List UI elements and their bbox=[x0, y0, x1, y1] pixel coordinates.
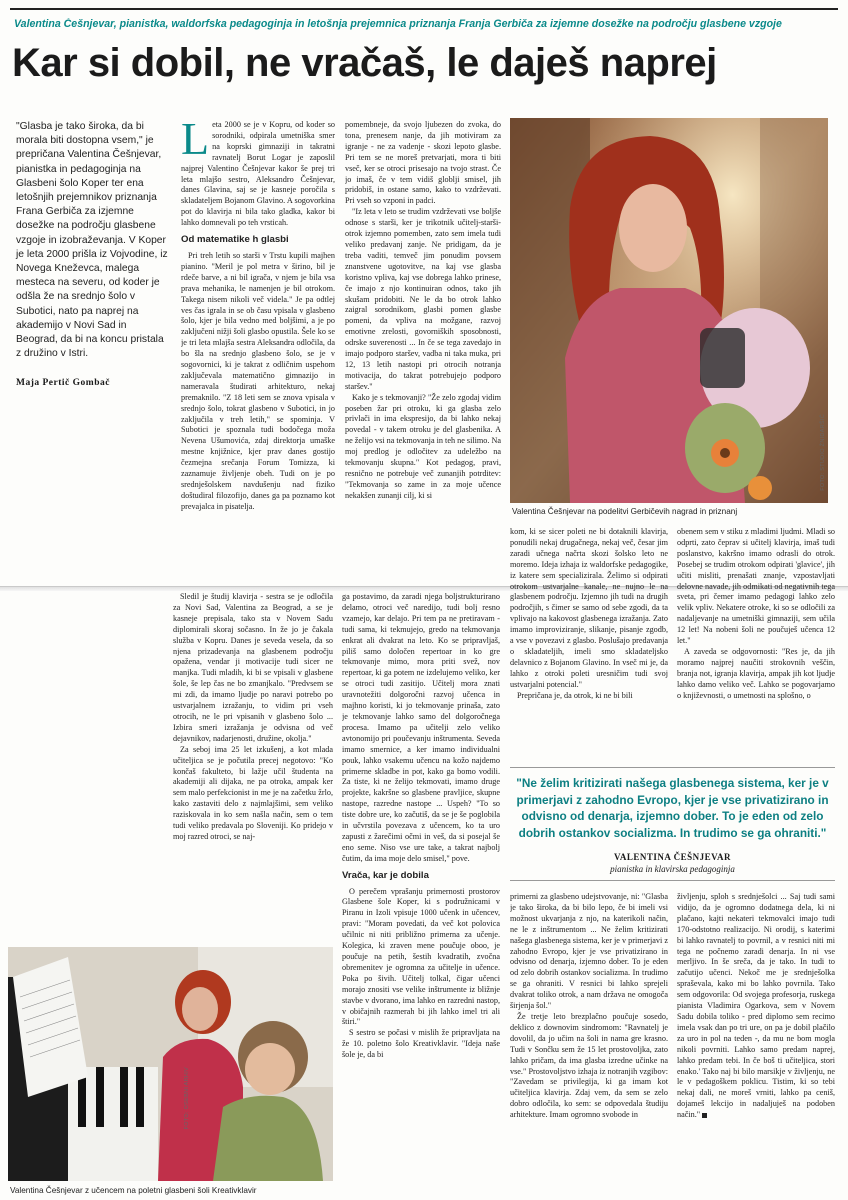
column-3 bbox=[345, 120, 501, 582]
subheading: Od matematike h glasbi bbox=[181, 234, 289, 246]
paragraph: primerni za glasbeno udejstvovanje, ni: "Glasba je tako široka, da bi bilo lepo, če bi imeli vsi možnost ukvarjanja z njo, na katerikoli način, ne le z inštrumentom ... Ne želim kritizirati našega glasbenega sistema, ker je v primerjavi z zahodno Evropo, kjer je vse privatizirano in odvisno od denarja, izjemno dober. To je eden od zelo dobrih ostankov socializma. In trudimo se ga ohraniti. V resnici bi lahko sprejeli dvakrat toliko otrok, a nam država ne omogoča širjenja šol." bbox=[510, 892, 668, 1011]
piano-lesson-illustration bbox=[8, 947, 333, 1181]
top-rule bbox=[10, 8, 838, 10]
column-5 bbox=[342, 592, 500, 1190]
lead-paragraph: "Glasba je tako široka, da bi morala biti dostopna vsem," je prepričana Valentina Češnjevar, pianistka in pedagoginja na Glasbeni šolo Koper ter ena letošnjih prejemnikov priznanja Frana Gerbiča za izjemne dosežke na področju glasbene vzgoje in izobraževanja. V Koper je leta 2000 prišla iz Vojvodine, iz Novega Kneževca, malega mesteca na severu, od koder je odšla že na srednjo šolo v Subotici, nato pa naprej na akademijo v Novi Sad in Beograd, da bi na koncu pristala z družino v Istri. bbox=[16, 121, 168, 360]
paragraph: Že tretje leto brezplačno poučuje sosedo, deklico z downovim sindromom: "Ravnatelj je dovolil, da jo učim na šoli in nama gre krasno. Tudi v Sončku sem že 15 let prostovoljka, zato lahko pričam, da ima glasba izredne učinke na vse." Prostovoljstvo izhaja iz notranjih vzgibov: "Zavedam se privilegija, ki ga imam kot učiteljica klavirja. Zdaj vem, da sem se zelo dobro odločila, ko sem: se odpovedala študiju arhitekture. Imam ogromno svobode in bbox=[510, 1011, 668, 1120]
dropcap: L bbox=[181, 120, 210, 164]
paragraph bbox=[677, 892, 835, 1121]
pullquote: "Ne želim kritizirati našega glasbenega sistema, ker je v primerjavi z zahodno Evropo, kjer je vse privatizirano in odvisno od denarja, izjemno dober. To je eden od zelo dobrih ostankov socializma. In trudimo se ga ohraniti." bbox=[516, 776, 829, 840]
piano-keys bbox=[68, 1067, 158, 1181]
paragraph: S sestro se počasi v mislih že pripravljata na že 10. poletno šolo Kreativklavir. "Ideja naše šole je, da bi bbox=[342, 1028, 500, 1060]
column-7 bbox=[677, 527, 835, 759]
paragraph: Sledil je študij klavirja - sestra se je odločila za Novi Sad, Valentina za Beograd, a se je kasneje prepisala, tako sta v Novem Sadu diplomirali skoraj sočasno. In že jo je čakala služba v Kopru. Danes je seveda vesela, da so njena prizadevanja na glasbenem področju opažena, vendar ji motivacije tudi sicer ne manjka. Tudi mladih, ki bi se vpisali v glasbene šole, še lep čas ne bo zmanjkalo. "Predvsem se mi zdi, da imamo ljudje po naravi potrebo po ustvarjalnem izražanju, to vidim pri vseh otrocih, ne le pri vpisanih v glasbeno šolo ... Izbira smeri izražanja je odvisna od več dejavnikov, nadarjenosti, družine, okolja." bbox=[173, 592, 333, 743]
paragraph: kom, ki se sicer poleti ne bi dotaknili klavirja, ponudili nekaj drugačnega, nekaj več, česar jim zaradi učnega načrta skozi šolsko leto ne moremo. Ideja izhaja iz waldorfske pedagogike, iz katere sem specializirala. Želimo si odpirati otrokom ustvarjalne kanale, ne nujno le na glasbenem področju. Izjemno jih tudi na drugih področjih, s čimer se samo od sebe zgodi, da ta vplivajo na kakovost glasbenega izražanja. Zato imamo improviziranje, slikanje, pisanje zgodb, a vse v povezavi z glasbo. Poslušajo predavanja o skladateljih, imeli smo skladateljsko delavnico z Bojanom Glavino. In vseč mi je, da lahko z otroki poleti uresničim tudi svoj ustvarjalni potencial." bbox=[510, 527, 668, 689]
paragraph: Za seboj ima 25 let izkušenj, a kot mlada učiteljica se je počutila precej negotovo: "Ko končaš fakulteto, bi lažje učil študenta na akademiji ali dijaka, ne pa otroka, ampak ker sem malo perfekcionist in me je na začetku žrlo, kako zastaviti delo z najmlajšimi, sem veliko raziskovala in ko sem našla način, sem o tem tudi veliko predavala po Sloveniji. Ko pridejo v moj razred otroci, se naj- bbox=[173, 744, 333, 841]
paragraph: Kako je s tekmovanji? "Že zelo zgodaj vidim poseben žar pri otroku, ki ga glasba zelo privlači in ima ekspresijo, da bi lahko nekaj povedal - v takem otroku je del glasbenika. A ne želijo vsi na tekmovanja in teh ne silimo. Na moj predlog je odločitev za udeležbo na tekmovanju skupna." Kot pedagog, pravi, resnično ne potrebuje več zunanjih potrditev: "Tekmovanja so zame in za moje učence nekakšen zunanji cilj, ki si bbox=[345, 392, 501, 500]
paragraph: O perečem vprašanju primernosti prostorov Glasbene šole Koper, ki s podružnicami v Piranu in Izoli vpisuje 1000 učenk in učencev, pravi: "Moram povedati, da več kot polovica učilnic ni niti približno primerna za učenje. Kolegica, ki zraven mene poučuje oboo, je poučuje na petih, šestih kvadratih, zvočna obremenitev je ogromna za učitelje in učence. Poka po šivih. Učitelj tolkal, čigar učenci morajo znositi vse velike inštrumente iz bližnje stavbe v dvorano, ima lahko en razredni nastop, v običajnih razmerah bi jih lahko imel tri ali štiri." bbox=[342, 886, 500, 1027]
paragraph: ga postavimo, da zaradi njega boljstrukturirano delamo, otroci več naredijo, tudi bolj resno vzamejo, kar delajo. Pri tem pa ne pretiravam - tudi sama, ki tekmujejo, gredo na tekmovanja enkrat ali dvakrat na leto. Ko se pripravljaš, piliš samo določen repertoar in ko gre tekmovanje mimo, mora priti svež, nov repertoar, ki ga potem ne izdelujemo veliko, ker se otroci tudi zasitijo. Učitelj mora znati uravnotežiti dolgoročni razvoj učenca in majhno koristi, ki jo tekmovanje prinaša, zato je tekmovanje lahko samo del dolgoročnega procesa. Imamo pa učitelji zelo veliko avtonomijo pri poučevanju inštrumenta. Seveda imamo smernice, a ker imamo individualni pouk, lahko vsakemu učencu na kožo najdemo primerne skladbe in pot, kako ga bomo vodili. Za tiste, ki ne želijo tekmovati, imamo druge projekte, kakršne so glasbene pravljice, skupne nastope, razredne nastope ... Uspeh? "To so tiste dobre ure, ko začutiš, da se je še poglobila in učvrstila povezava z učencem, ko ta uro zapusti z žarečimi očmi in veš, da si posejal še eno seme. Niso vse ure take, a takrat najbolj čutim, da ima moje delo smisel," pove. bbox=[342, 592, 500, 863]
paragraph bbox=[181, 120, 335, 229]
paragraph-text: eta 2000 se je v Kopru, od koder so sorodniki, odpirala umetniška smer na koprski gimnaziji in takratni ravnatelj Borut Logar je zaposlil najprej Valentino Češnjevar kakor še prej tri leta mlajšo sestro, Aleksandro Češnjevar, danes Glavina, saj se je kasneje poročila s skladateljem Bojanom Glavino. A sogovorkina pot do klavirja ni bila tako gladka, kakor bi lahko domnevali po teh vrsticah. bbox=[181, 120, 335, 228]
paragraph: obenem sem v stiku z mladimi ljudmi. Mladi so odprti, zato čeprav si učitelj klavirja, imaš tudi poslanstvo, kakršno imamo odrasli do otrok. Posebej se trudim otrokom odpirati 'glavice', jih učiti misliti, prenašati znanje, vzpostavljati delovne navade, jih odmikati od negativnih tega sveta, pri čemer imamo pedagogi lahko zelo velik vpliv. Nekatere otroke, ki so se odločili za nadaljevanje na umetniški gimnaziji, sem učila 12 let! Na nobeni šoli ne poučuješ učenca 12 let." bbox=[677, 527, 835, 646]
paragraph: "Iz leta v leto se trudim vzdrževati vse boljše odnose s starši, ker je trikotnik učitelj-starši-otrok izjemno pomemben, zato sem imela tudi veliko predavanj zanje. Ne pridigam, da je treba vaditi, temveč jim ponudim povsem znanstvene ugotovitve, na kaj vse glasba koristno vpliva, kaj vse dobrega lahko prinese, če imajo z njo kontinuiran odnos, tako jih skušam pridobiti. Ne le da bo otrok lahko zaigral sorodnikom, glasbi pomen glasbe pomeni, da vpliva na možgane, razvoj emotivne zrelosti, govorniških sposobnosti, odrske suverenosti ... In če se tega zavedajo in imajo podporo staršev, vadba ni taka muka, pri 12, 13 letih nastopi pri otrocih notranja motivacija, do takrat potrebujejo podporo staršev." bbox=[345, 207, 501, 391]
piano-lesson-photo bbox=[8, 947, 333, 1181]
column-8 bbox=[510, 892, 668, 1192]
pullquote-role: pianistka in klavirska pedagoginja bbox=[610, 864, 735, 874]
portrait-illustration bbox=[510, 118, 828, 503]
photo-credit: FOTO: STUDIO ŽNIDARŠIČ bbox=[820, 414, 826, 491]
paragraph-text: življenju, sploh s srednješolci ... Saj tudi sami vidijo, da je ogromno dodatnega dela, ki ni plačano, kajti nekateri tekmovalci imajo tudi 170-odstotno realizacijo. Ni orodij, s katerimi bi lahko ravnatelj to povrnil, a v resnici niti mi tega ne počnemo zaradi denarja. In ni vse merljivo. In še sreča, da je tako. In tudi to začutijo učenci. Nekoč me je srednješolka spraševala, kako mi bo lahko povrnila. Tako sem odgovorila: Od svojega profesorja, ruskega pianista Vladimira Ogarkova, sem v Novem Sadu dobila toliko - pred diplomo sem recimo imela vsak dan po tri ure, on pa je dobil plačilo za uro in pol na teden -, da mu ne bom mogla nikoli povrniti. Lahko samo predam naprej, lahko predam tebi. In če boš ti učiteljica, stori enako.' Tako naj bi bilo marsikje v življenju, ne le v pedagoškem poklicu. Tistim, ki so tebi nekaj dali, ne moreš vrniti, lahko pa ceniš, dojameš lekcijo in nadaljuješ na podoben način." bbox=[677, 892, 835, 1120]
column-9 bbox=[677, 892, 835, 1192]
subheading: Vrača, kar je dobila bbox=[342, 869, 429, 881]
column-4 bbox=[173, 592, 333, 942]
paragraph: pomembneje, da svojo ljubezen do zvoka, do tona, prenesem nanje, da jih motiviram za igranje - ne za vadenje - skozi lepoto glasbe. Pri tem se ne moreš pretvarjati, mora ti biti vseč, ker se otroci prisesajo na tvojo strast. Če jo imaš, če v tem vidiš globlji smisel, jih pridobiš, in ostane samo, kako to vzdrževati. Pri vseh so vzponi in padci. bbox=[345, 120, 501, 206]
photo-caption: Valentina Češnjevar z učencem na poletni glasbeni šoli Kreativklavir bbox=[10, 1186, 257, 1195]
kicker: Valentina Češnjevar, pianistka, waldorfska pedagoginja in letošnja prejemnica priznanja Franja Gerbiča za izjemne dosežke na področju glasbene vzgoje bbox=[14, 18, 782, 30]
photo-credit: FOTO: OSEBNI ARHIV bbox=[184, 1067, 190, 1130]
pullquote-name: VALENTINA ČEŠNJEVAR bbox=[614, 852, 731, 862]
end-mark bbox=[702, 1113, 707, 1118]
paragraph: Prepričana je, da otrok, ki ne bi bili bbox=[517, 690, 633, 700]
photo-caption: Valentina Češnjevar na podelitvi Gerbičevih nagrad in priznanj bbox=[512, 507, 738, 516]
column-6 bbox=[510, 527, 668, 759]
pullquote-rule bbox=[510, 880, 835, 881]
paragraph: A zaveda se odgovornosti: "Res je, da jih moramo najprej naučiti strokovnih veščin, branja not, igranja klavirja, ampak jih kot ljudje lahko damo veliko več. Lahko se pogovarjamo o književnosti, o umetnosti na splošno, o bbox=[677, 646, 835, 700]
headline: Kar si dobil, ne vračaš, le daješ naprej bbox=[12, 41, 717, 85]
pullquote-rule bbox=[510, 767, 835, 768]
portrait-photo bbox=[510, 118, 828, 503]
column-2 bbox=[181, 120, 335, 582]
paragraph: Pri treh letih so starši v Trstu kupili majhen pianino. "Meril je pol metra v širino, bil je rdeče barve, a ni bil igrača, v njem je bila vsa prava mehanika, le namenjen je bil otrokom. Takega nisem nikoli več videla." Je pa odtlej ves čas igrala in se ob času vpisala v glasbeno šolo, kjer je bila vedno med boljšimi, a je po zaključeni nižji šoli glasbo opustila. Šele ko se je tri leta mlajša sestra Aleksandra odločila, da bo šla na srednjo glasbeno šolo, se je v sogovornici, ki je takrat z odličnim uspehom zaključevala matematično gimnazijo in nameravala študirati arhitekturo, nekaj premaknilo. "Z 18 leti sem se znova vpisala v srednjo šolo, tokrat glasbeno v Subotici, in jo zaključila v treh letih," se spominja. V Subotici je spoznala tudi bodočega moža Nevena Ušumovića, zdaj direktorja umaške mestne knjižnice, kjer prav danes gostijo čezmejna srečanja Forum Tomizza, ki zaznamuje življenje obeh. Tudi on je po srednješolskem navdušenju nad fiziko doštudiral filozofijo, danes ga pa poznamo kot prevajalca in pisatelja. bbox=[181, 250, 335, 511]
byline: Maja Pertič Gombač bbox=[16, 378, 110, 388]
